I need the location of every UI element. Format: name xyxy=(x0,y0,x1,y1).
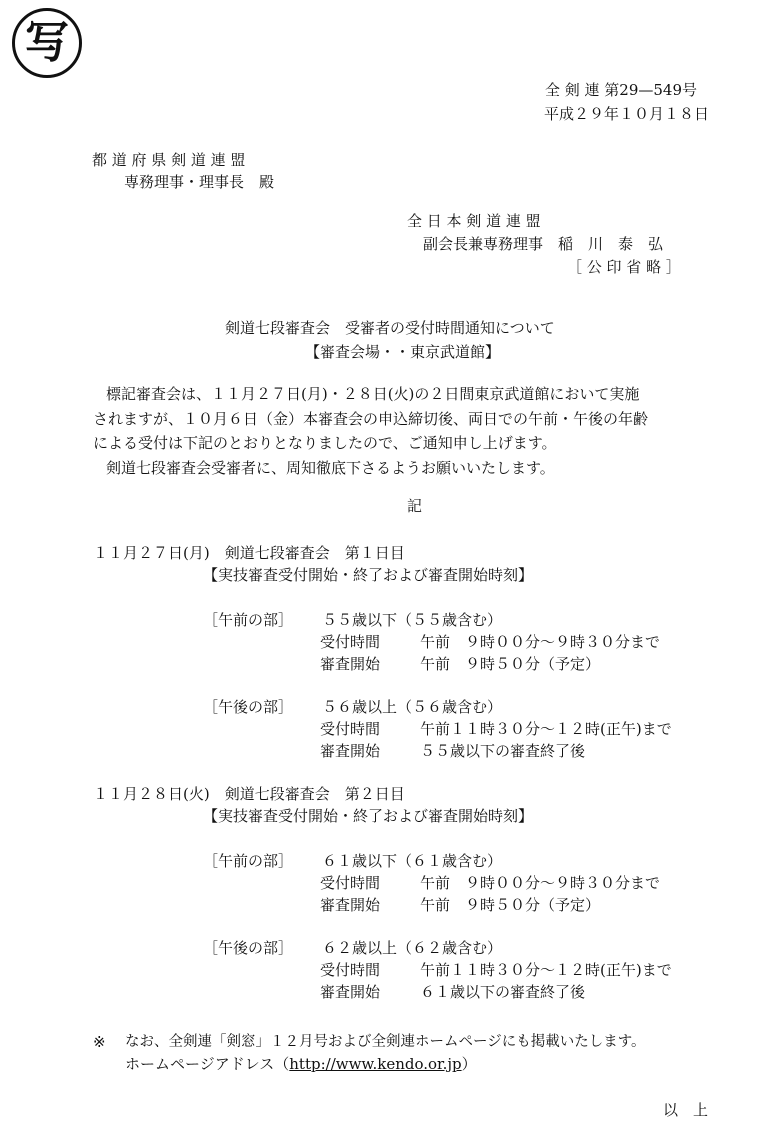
addressee-organization: 都 道 府 県 剣 道 連 盟 xyxy=(92,151,246,169)
day2-am-start xyxy=(320,895,600,915)
day1-am-age: ５５歳以下（５５歳含む） xyxy=(322,611,503,629)
note-url-prefix: ホームページアドレス（ xyxy=(125,1055,290,1073)
note-url-suffix: ） xyxy=(461,1055,477,1073)
reception-value: 午前 ９時００分～９時３０分まで xyxy=(420,874,661,892)
day1-heading: １１月２７日(月) 剣道七段審査会 第１日目 xyxy=(93,544,405,562)
note-line-1: なお、全剣連「剣窓」１２月号および全剣連ホームページにも掲載いたします。 xyxy=(125,1034,646,1050)
day2-heading: １１月２８日(火) 剣道七段審査会 第２日目 xyxy=(93,785,405,803)
day2-am-reception xyxy=(320,873,660,893)
day2-am-label: ［午前の部］ xyxy=(203,852,294,870)
ki-heading: 記 xyxy=(407,497,423,515)
note-mark: ※ xyxy=(93,1033,106,1051)
day2-pm-start xyxy=(320,982,585,1002)
day2-subheading: 【実技審査受付開始・終了および審査開始時刻】 xyxy=(203,807,534,825)
sender-name: 副会長兼専務理事 稲 川 泰 弘 xyxy=(423,235,664,253)
start-label: 審査開始 xyxy=(320,655,381,673)
document-date: 平成２９年１０月１８日 xyxy=(544,105,710,123)
day2-pm-label: ［午後の部］ xyxy=(203,939,294,957)
reception-label: 受付時間 xyxy=(320,874,381,892)
day2-pm-age: ６２歳以上（６２歳含む） xyxy=(322,939,503,957)
day2-am-age: ６１歳以下（６１歳含む） xyxy=(322,852,503,870)
day1-pm-age: ５６歳以上（５６歳含む） xyxy=(322,698,503,716)
body-line-2: されますが、１０月６日（金）本審査会の申込締切後、両日での午前・午後の年齢 xyxy=(93,410,649,428)
reception-label: 受付時間 xyxy=(320,961,381,979)
stamp-text: 写 xyxy=(25,17,69,68)
note-line-2 xyxy=(125,1054,477,1074)
day1-pm-reception xyxy=(320,719,672,739)
sender-seal-note: ［ 公 印 省 略 ］ xyxy=(567,258,681,276)
start-value: ５５歳以下の審査終了後 xyxy=(420,742,586,760)
day1-pm-start xyxy=(320,741,585,761)
reception-label: 受付時間 xyxy=(320,633,381,651)
day1-am-reception xyxy=(320,632,660,652)
reception-value: 午前 ９時００分～９時３０分まで xyxy=(420,633,661,651)
day1-am-start xyxy=(320,654,600,674)
start-label: 審査開始 xyxy=(320,983,381,1001)
document-title: 剣道七段審査会 受審者の受付時間通知について xyxy=(225,319,555,337)
day1-subheading: 【実技審査受付開始・終了および審査開始時刻】 xyxy=(203,566,534,584)
closing-text: 以 上 xyxy=(663,1101,709,1119)
document-number: 全 剣 連 第29—549号 xyxy=(545,81,698,99)
start-label: 審査開始 xyxy=(320,742,381,760)
copy-stamp-icon xyxy=(12,8,82,78)
start-value: 午前 ９時５０分（予定） xyxy=(420,896,601,914)
body-line-4: 剣道七段審査会受審者に、周知徹底下さるようお願いいたします。 xyxy=(106,459,555,477)
day1-pm-label: ［午後の部］ xyxy=(203,698,294,716)
reception-value: 午前１１時３０分～１２時(正午)まで xyxy=(420,961,672,979)
reception-label: 受付時間 xyxy=(320,720,381,738)
day2-pm-reception xyxy=(320,960,672,980)
sender-organization: 全 日 本 剣 道 連 盟 xyxy=(407,212,541,230)
day1-am-label: ［午前の部］ xyxy=(203,611,294,629)
start-value: ６１歳以下の審査終了後 xyxy=(420,983,586,1001)
addressee-title: 専務理事・理事長 殿 xyxy=(124,173,275,191)
body-line-3: による受付は下記のとおりとなりましたので、ご通知申し上げます。 xyxy=(93,434,557,452)
document-subtitle: 【審査会場・・東京武道館】 xyxy=(305,343,501,361)
reception-value: 午前１１時３０分～１２時(正午)まで xyxy=(420,720,672,738)
homepage-link[interactable]: http://www.kendo.or.jp xyxy=(289,1055,462,1073)
start-label: 審査開始 xyxy=(320,896,381,914)
start-value: 午前 ９時５０分（予定） xyxy=(420,655,601,673)
body-line-1: 標記審査会は、１１月２７日(月)・２８日(火)の２日間東京武道館において実施 xyxy=(106,385,640,403)
